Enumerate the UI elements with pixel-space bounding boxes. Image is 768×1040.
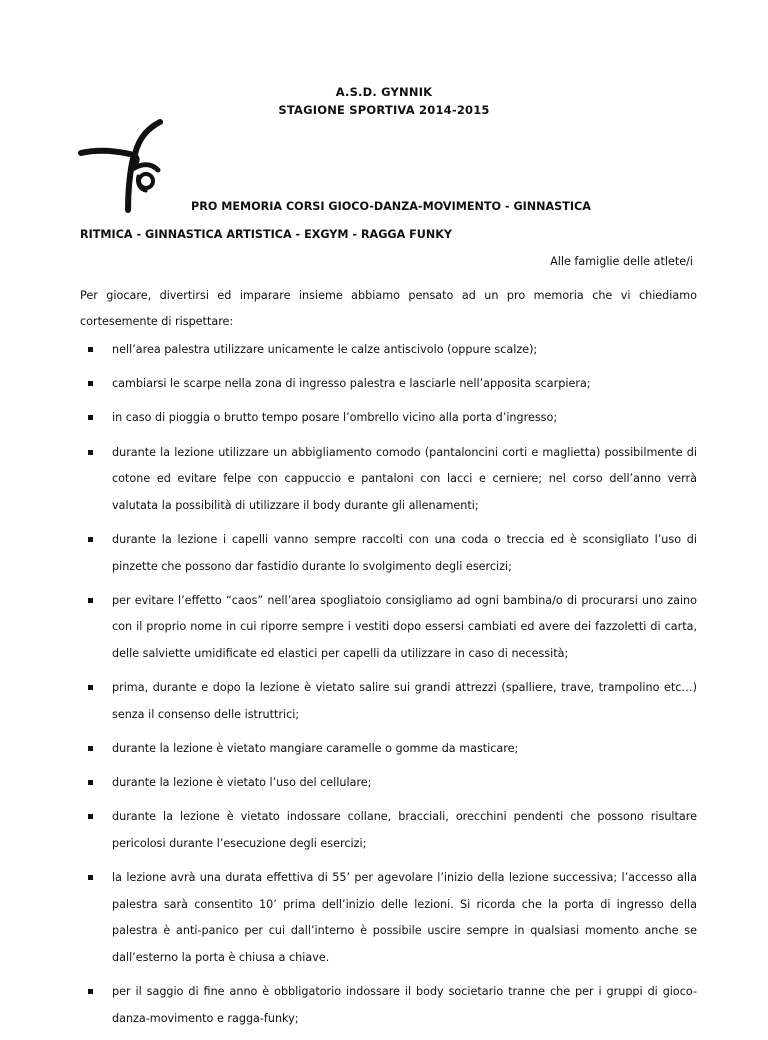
bullet-square-icon <box>88 685 93 690</box>
greeting-line: Alle famiglie delle atlete/i <box>550 255 693 268</box>
bullet-square-icon <box>88 989 93 994</box>
bullet-square-icon <box>88 381 93 386</box>
bullet-square-icon <box>88 814 93 819</box>
bullet-square-icon <box>88 875 93 880</box>
list-item <box>80 588 697 668</box>
bullet-square-icon <box>88 598 93 603</box>
rules-list <box>80 337 697 1040</box>
bullet-square-icon <box>88 780 93 785</box>
organization-name: A.S.D. GYNNIK <box>335 85 433 99</box>
season-label: STAGIONE SPORTIVA 2014-2015 <box>278 103 490 117</box>
list-item <box>80 979 697 1032</box>
list-item-text: in caso di pioggia o brutto tempo posare l’ombrello vicino alla porta d’ingresso; <box>112 411 558 425</box>
bullet-square-icon <box>88 415 93 420</box>
list-item <box>80 804 697 857</box>
bullet-square-icon <box>88 347 93 352</box>
list-item-text: durante la lezione è vietato l’uso del cellulare; <box>112 776 372 790</box>
bullet-square-icon <box>88 537 93 542</box>
list-item-text: nell’area palestra utilizzare unicamente le calze antiscivolo (oppure scalze); <box>112 343 538 356</box>
list-item <box>80 405 697 432</box>
list-item-text: durante la lezione utilizzare un abbigliamento comodo (pantaloncini corti e maglietta) possibilmente di cotone ed evitare felpe con cappuccio e pantaloni con lacci e cerniere; nel corso dell’anno verrà valutata la possibilità di utilizzare il body durante gli allenamenti; <box>112 445 697 512</box>
list-item <box>80 337 697 364</box>
title-line-1: PRO MEMORIA CORSI GIOCO-DANZA-MOVIMENTO - GINNASTICA <box>191 200 591 213</box>
list-item <box>80 440 697 520</box>
list-item-text: per evitare l’effetto “caos” nell’area spogliatoio consigliamo ad ogni bambina/o di procurarsi uno zaino con il proprio nome in cui riporre sempre i vestiti dopo essersi cambiati ed avere dei fazzoletti di carta, delle salviette umidificate ed elastici per capelli da utilizzare in caso di necessità; <box>112 593 697 660</box>
list-item-text: la lezione avrà una durata effettiva di 55’ per agevolare l’inizio della lezione successiva; l’accesso alla palestra sarà consentito 10’ prima dell’inizio delle lezioni. Si ricorda che la porta di ingresso della palestra è anti-panico per cui dall’interno è possibile uscire sempre in qualsiasi momento anche se dall’esterno la porta è chiusa a chiave. <box>112 871 697 964</box>
list-item <box>80 865 697 971</box>
list-item <box>80 371 697 398</box>
list-item-text: per il saggio di fine anno è obbligatorio indossare il body societario tranne che per i gruppi di gioco-danza-movimento e ragga-funky; <box>112 985 697 1025</box>
list-item-text: durante la lezione è vietato mangiare caramelle o gomme da masticare; <box>112 741 519 755</box>
list-item <box>80 675 697 728</box>
title-line-2: RITMICA - GINNASTICA ARTISTICA - EXGYM - RAGGA FUNKY <box>80 228 452 241</box>
list-item-text: durante la lezione è vietato indossare collane, bracciali, orecchini pendenti che possono risultare pericolosi durante l’esecuzione degli esercizi; <box>112 810 697 850</box>
list-item <box>80 770 697 797</box>
list-item-text: prima, durante e dopo la lezione è vietato salire sui grandi attrezzi (spalliere, trave, trampolino etc…) senza il consenso delle istruttrici; <box>112 681 697 721</box>
list-item-text: cambiarsi le scarpe nella zona di ingresso palestra e lasciarle nell’apposita scarpiera; <box>112 377 591 391</box>
list-item-text: durante la lezione i capelli vanno sempre raccolti con una coda o treccia ed è sconsigliato l’uso di pinzette che possono dar fastidio durante lo svolgimento degli esercizi; <box>112 532 697 573</box>
gymnast-logo-icon <box>78 118 183 213</box>
bullet-square-icon <box>88 746 93 751</box>
bullet-square-icon <box>88 450 93 455</box>
intro-paragraph: Per giocare, divertirsi ed imparare insieme abbiamo pensato ad un pro memoria che vi chiediamo cortesemente di rispettare: <box>80 289 697 328</box>
list-item <box>80 736 697 763</box>
list-item <box>80 527 697 580</box>
document-header <box>0 83 768 119</box>
